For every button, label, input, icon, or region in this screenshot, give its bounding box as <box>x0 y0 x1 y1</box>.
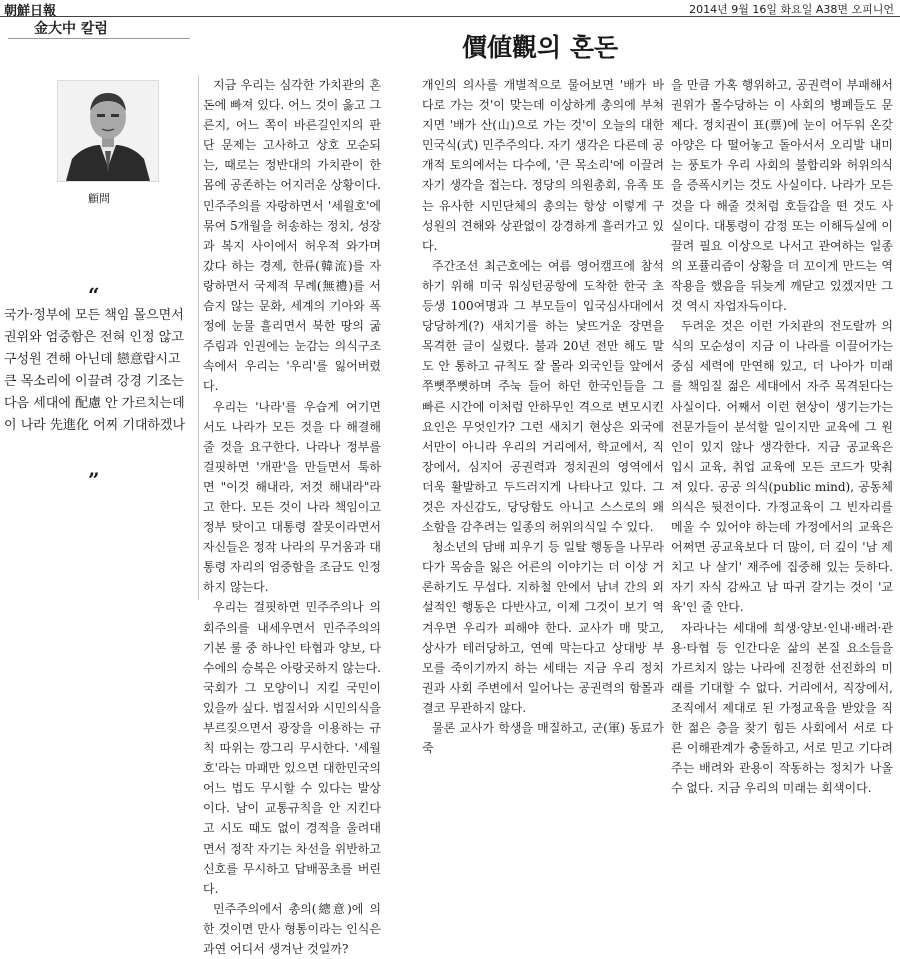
column-title: 金大中 칼럼 <box>34 21 108 37</box>
paragraph: 우리는 '나라'를 우습게 여기면서도 나라가 모든 것을 다 해결해줄 것을 요구한다. 나라나 정부를 걸핏하면 '개판'을 만들면서 툭하면 "이것 해내라, 저것 해내라"라고 한다. 모든 것이 나라 책임이고 정부 탓이고 대통령 잘못이라면서 자신들은 정작 나라의 무거움과 대통령 자리의 엄중함을 조금도 인정하지 않는다. <box>203 399 381 595</box>
paragraph: 주간조선 최근호에는 여름 영어캠프에 참석하기 위해 미국 워싱턴공항에 도착한 한국 초등생 100여명과 그 부모들이 입국심사대에서 당당하게(?) 새치기를 하는 낯뜨거운 장면을 목격한 글이 실렸다. 불과 20년 전만 해도 말도 안 통하고 규칙도 잘 몰라 외국인들 앞에서 쭈뼛쭈뼛하며 주눅 들어 하던 한국인들을 그 빠른 시간에 이처럼 안하무인 격으로 변모시킨 요인은 무엇인가? 그런 새치기 현상은 외국에서만이 아니라 우리의 거리에서, 학교에서, 직장에서, 심지어 공권력과 정치권의 영역에서 더욱 활발하고 두드러지게 나타나고 있다. 그것은 자신감도, 당당함도 아니고 스스로의 왜소함을 감추려는 일종의 허위의식일 수 있다. <box>422 258 664 535</box>
paragraph: 자라나는 세대에 희생·양보·인내·배려·관용·타협 등 인간다운 삶의 본질 요소들을 가르치지 않는 나라에 진정한 선진화의 미래를 기대할 수 없다. 거리에서, 직장에서, 조직에서 제대로 된 가정교육을 받았을 직한 젊은 층을 찾기 힘든 사회에서 서로 다른 이해관계가 충돌하고, 서로 믿고 기다려주는 배려와 관용이 작동하는 정치가 나올 수 없다. 지금 우리의 미래는 회색이다. <box>671 620 893 796</box>
article-headline: 價値觀의 혼돈 <box>462 33 619 62</box>
pull-quote-line: 국가·정부에 모든 책임 몰으면서 <box>4 308 184 323</box>
paragraph: 청소년의 담배 피우기 등 일탈 행동을 나무라다가 목숨을 잃은 어른의 이야기는 더 이상 거론하기도 무섭다. 지하철 안에서 남녀 간의 외설적인 행동은 다반사고, 이제 그것이 보기 역겨우면 우리가 피해야 한다. 교사가 매 맞고, 상사가 테러당하고, 연예 막는다고 상대방 부모를 죽이기까지 하는 세태는 지금 우리 정치권과 사회 주변에서 일어나는 공권력의 함몰과 결코 무관하지 않다. <box>422 540 664 715</box>
paragraph: 민주주의에서 총의(總意)에 의한 것이면 만사 형통이라는 인식은 과연 어디서 생겨난 것일까? <box>203 901 381 957</box>
paragraph: 물론 교사가 학생을 매질하고, 군(軍) 동료가 죽 <box>422 721 664 756</box>
paragraph: 지금 우리는 심각한 가치관의 혼돈에 빠져 있다. 어느 것이 옳고 그른지, 어느 쪽이 바른길인지의 판단 문제는 고사하고 상호 모순되는, 때로는 정반대의 가치관이 한몸에 공존하는 어지러운 상황이다. 민주주의를 자랑하면서 '세월호'에 묶여 5개월을 허송하는 정치, 성장과 복지 사이에서 허우적 와가며 갔다 하는 경제, 한류(韓流)를 자랑하면서 국제적 무례(無禮)를 서슴지 않는 문화, 세계의 기아와 폭정에 눈물 흘리면서 북한 땅의 굶주림과 인권에는 눈감는 의식구조 속에서 우리는 '우리'를 잃어버렸다. <box>203 78 381 394</box>
pull-quote-line: 구성원 견해 아닌데 戀意랍시고 <box>4 352 181 367</box>
article-column-2 <box>422 75 664 756</box>
paragraph: 우리는 걸핏하면 민주주의나 의회주의를 내세우면서 민주주의의 기본 룰 중 하나인 타협과 양보, 다수에의 승복은 아랑곳하지 않는다. 국회가 그 모양이니 지킬 국민이 있을까 싶다. 법질서와 시민의식을 부르짖으면서 광장을 이용하는 규칙 따위는 깡그리 무시한다. '세월호'라는 마패만 있으면 대한민국의 어느 법도 무시할 수 있다는 발상이다. 남이 교통규칙을 안 지킨다고 시도 때도 없이 경적을 울려대면서 정작 자기는 차선을 위반하고 신호를 무시하고 답배꽁초를 버린다. <box>203 600 381 896</box>
pull-quote-line: 큰 목소리에 이끌려 강경 기조는 <box>4 374 184 389</box>
paragraph: 개인의 의사를 개별적으로 물어보면 '배가 바다로 가는 것'이 맞는데 이상하게 총의에 부쳐지면 '배가 산(山)으로 가는 것'이 오늘의 대한민국식(式) 민주주의다. 자기 생각은 다른데 공개적 토의에서는 다수에, '큰 목소리'에 이끌려 자기 생각을 접는다. 정당의 의원총회, 유족 또는 유사한 시민단체의 총의는 항상 이렇게 구성원의 견해와 상관없이 강경하게 흘러가고 있다. <box>422 78 664 253</box>
article-column-1 <box>203 75 381 957</box>
pull-quote <box>4 305 196 437</box>
column-divider <box>198 75 199 600</box>
newspaper-masthead: 朝鮮日報 <box>4 4 57 19</box>
author-portrait-image <box>58 81 158 181</box>
author-caption: 顧問 <box>88 192 110 205</box>
article-column-3 <box>671 75 893 796</box>
pull-quote-line: 권위와 엄중함은 전혀 인정 않고 <box>4 330 184 345</box>
author-portrait <box>57 80 159 182</box>
pull-quote-line: 이 나라 先進化 어찌 기대하겠나 <box>4 418 186 433</box>
pull-quote-open-mark: “ <box>88 283 100 307</box>
paragraph: 을 만큼 가혹 행위하고, 공권력이 부패해서 권위가 몰수당하는 이 사회의 병폐들도 문제다. 정치권이 표(票)에 눈이 어두워 온갖 아양은 다 떨어놓고 돌아서서 오리발 내미는 풍토가 우리 사회의 불합리와 허위의식을 증폭시키는 것도 사실이다. 나라가 모든 것을 다 해줄 것처럼 호들갑을 떤 것도 사실이다. 대통령이 감정 또는 이해득실에 이끌려 필요 이상으로 나서고 관여하는 일종의 포퓰리즘이 상황을 더 꼬이게 만드는 역작용을 했음을 뒤늦게 깨닫고 있겠지만 그것 역시 자업자득이다. <box>671 78 893 314</box>
top-bar <box>0 0 900 19</box>
paragraph: 두려운 것은 이런 가치관의 전도랄까 의식의 모순성이 지금 이 나라를 이끌어가는 중심 세력에 만연해 있고, 더 나아가 미래를 책임질 젊은 세대에서 자주 목격된다는 사실이다. 어째서 이런 현상이 생기는가는 전문가들이 분석할 일이지만 교육에 그 원인이 있지 않나 생각한다. 지금 공교육은 입시 교육, 취업 교육에 모든 코드가 맞춰져 있다. 공공 의식(public mind), 공동체 의식은 뒷전이다. 가정교육이 그 빈자리를 메울 수 있어야 하는데 가정에서의 교육은 어쩌면 공교육보다 더 많이, 더 깊이 '남 제치고 나 살기' 재주에 집중해 있는 듯하다. 자기 자식 감싸고 남 따귀 갈기는 것이 '교육'인 줄 안다. <box>671 319 893 615</box>
column-title-rule <box>8 38 190 39</box>
pull-quote-close-mark: ” <box>88 468 100 492</box>
pull-quote-line: 다음 세대에 配慮 안 가르치는데 <box>4 396 185 411</box>
header-rule <box>0 16 900 17</box>
dateline: 2014년 9월 16일 화요일 A38면 오피니언 <box>689 3 894 16</box>
